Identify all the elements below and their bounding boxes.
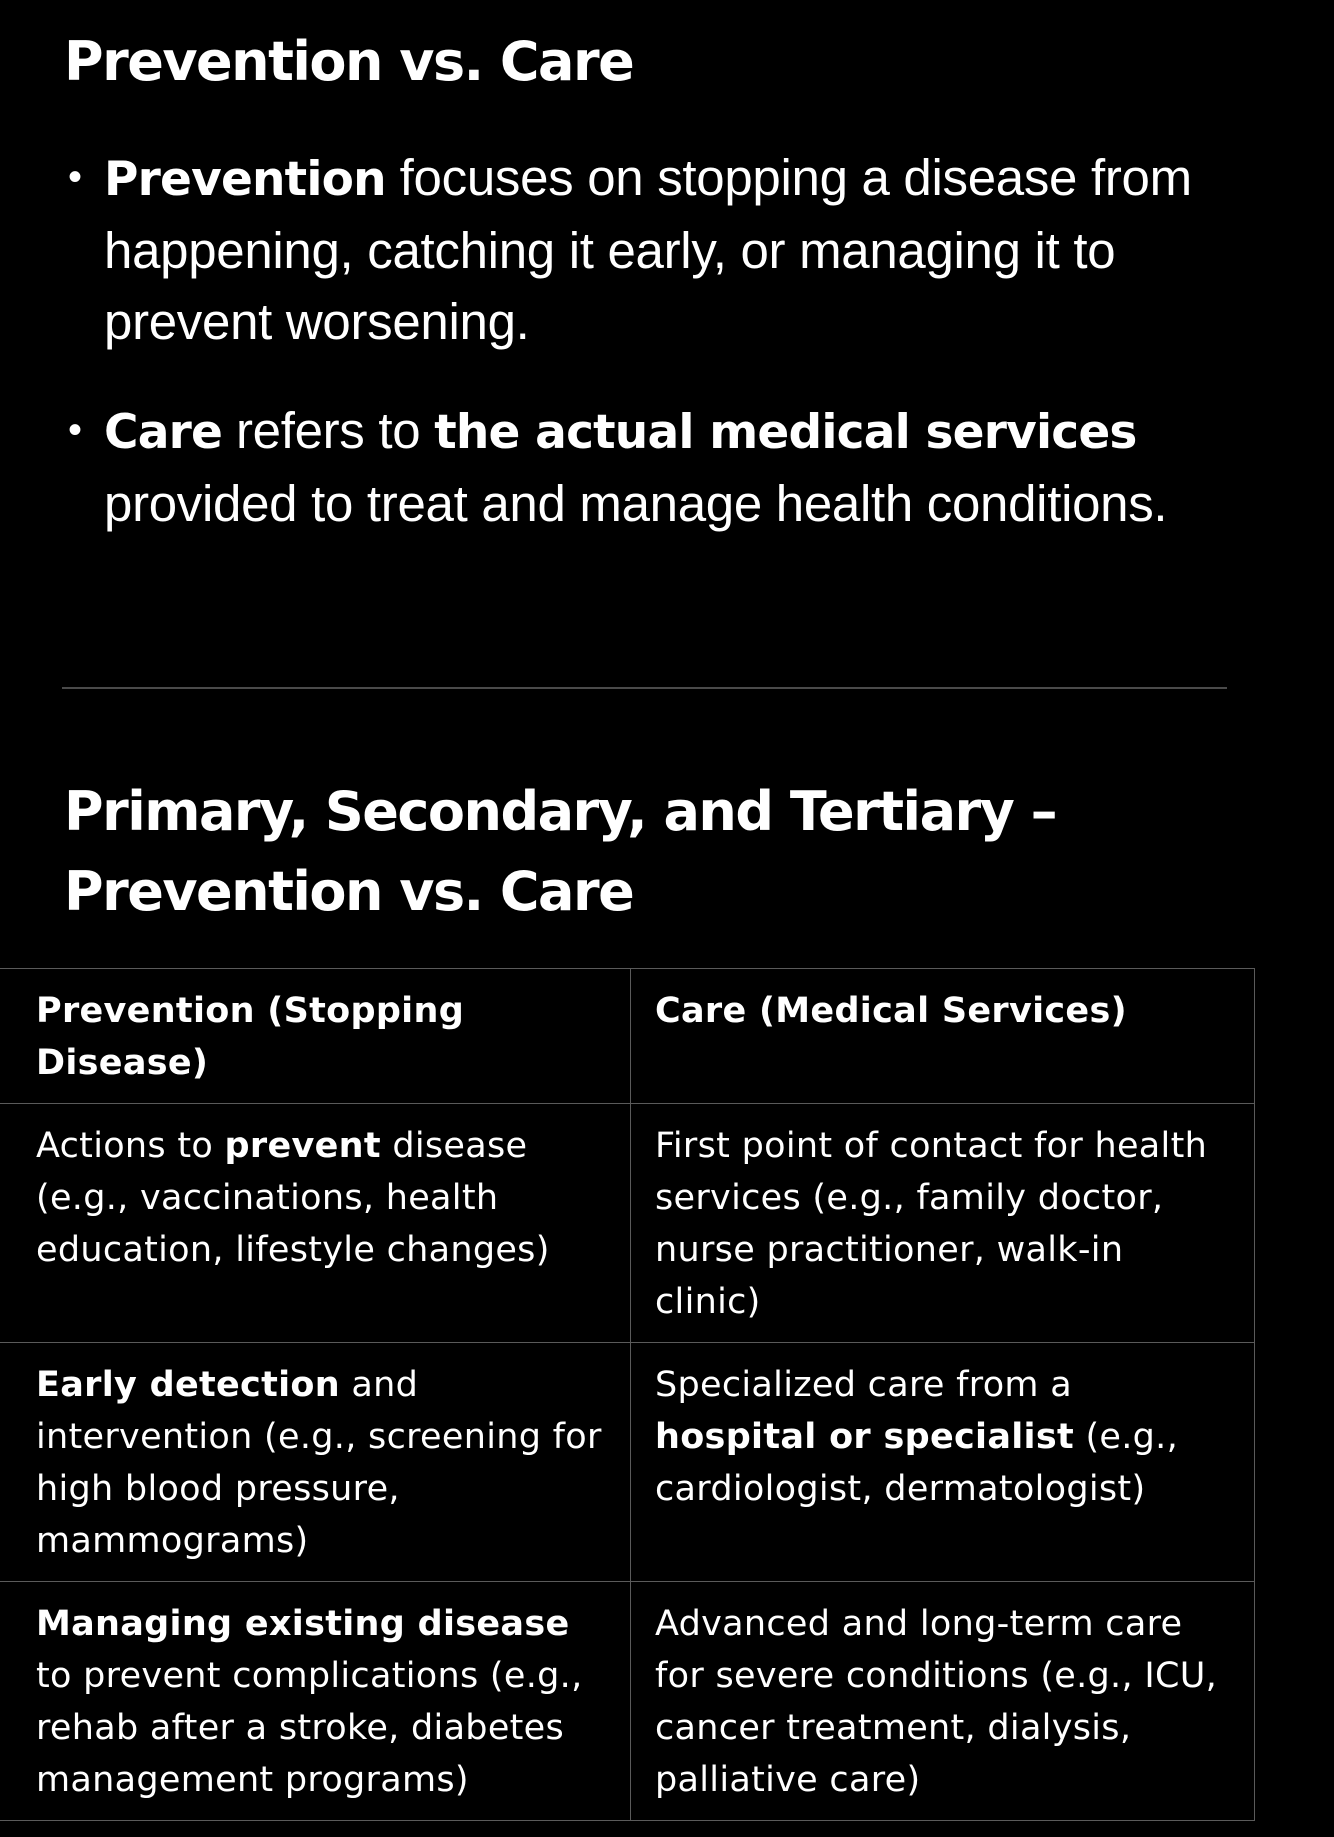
bullet-text: focuses on stopping a disease from happening, catching it early, or managing it to prevent worsening. [104,149,1192,350]
table-row [0,1343,1255,1582]
bullet-bold-term: Prevention [104,152,386,207]
table-cell-care [631,1582,1255,1821]
cell-text: and intervention (e.g., screening for high blood pressure, mammograms) [36,1365,602,1561]
table-cell-care [631,1343,1255,1582]
bullet-text: provided to treat and manage health conditions. [104,475,1168,532]
section-title-prevention-vs-care: Prevention vs. Care [64,30,634,93]
bullet-bold-phrase: the actual medical services [434,405,1137,460]
bullet-list [64,142,1214,539]
table-header-row [0,969,1255,1104]
header-prevention: Prevention (Stopping Disease) [36,991,465,1083]
bullet-bold-term: Care [104,405,223,460]
bullet-text: refers to [222,402,435,459]
cell-text: disease (e.g., vaccinations, health education, lifestyle changes) [36,1126,550,1270]
table-row [0,1104,1255,1343]
table-header-cell [631,969,1255,1104]
cell-bold: hospital or specialist [655,1417,1075,1457]
cell-text: Actions to [36,1126,225,1166]
table-cell-care [631,1104,1255,1343]
bullet-item-care [64,395,1214,539]
cell-text: (e.g., cardiologist, dermatologist) [655,1417,1179,1509]
section-divider [62,687,1227,689]
section-title-levels: Primary, Secondary, and Tertiary – Prevention vs. Care [64,780,1057,923]
bullet-dot-icon: • [68,408,82,452]
table-cell-prevention [0,1343,631,1582]
table-row [0,1582,1255,1821]
bullet-dot-icon: • [68,155,82,199]
prevention-care-table [0,968,1255,1821]
table-cell-prevention [0,1104,631,1343]
cell-text: Specialized care from a [655,1365,1072,1405]
bullet-item-prevention [64,142,1214,357]
cell-text: Advanced and long-term care for severe conditions (e.g., ICU, cancer treatment, dialysis, palliative care) [655,1604,1218,1800]
cell-text: First point of contact for health services (e.g., family doctor, nurse practitioner, walk-in clinic) [655,1126,1208,1322]
header-care: Care (Medical Services) [655,991,1127,1031]
cell-bold: Early detection [36,1365,340,1405]
table-header-cell [0,969,631,1104]
cell-bold: Managing existing disease [36,1604,570,1644]
cell-text: to prevent complications (e.g., rehab after a stroke, diabetes management programs) [36,1656,583,1800]
table-cell-prevention [0,1582,631,1821]
cell-bold: prevent [224,1126,381,1166]
